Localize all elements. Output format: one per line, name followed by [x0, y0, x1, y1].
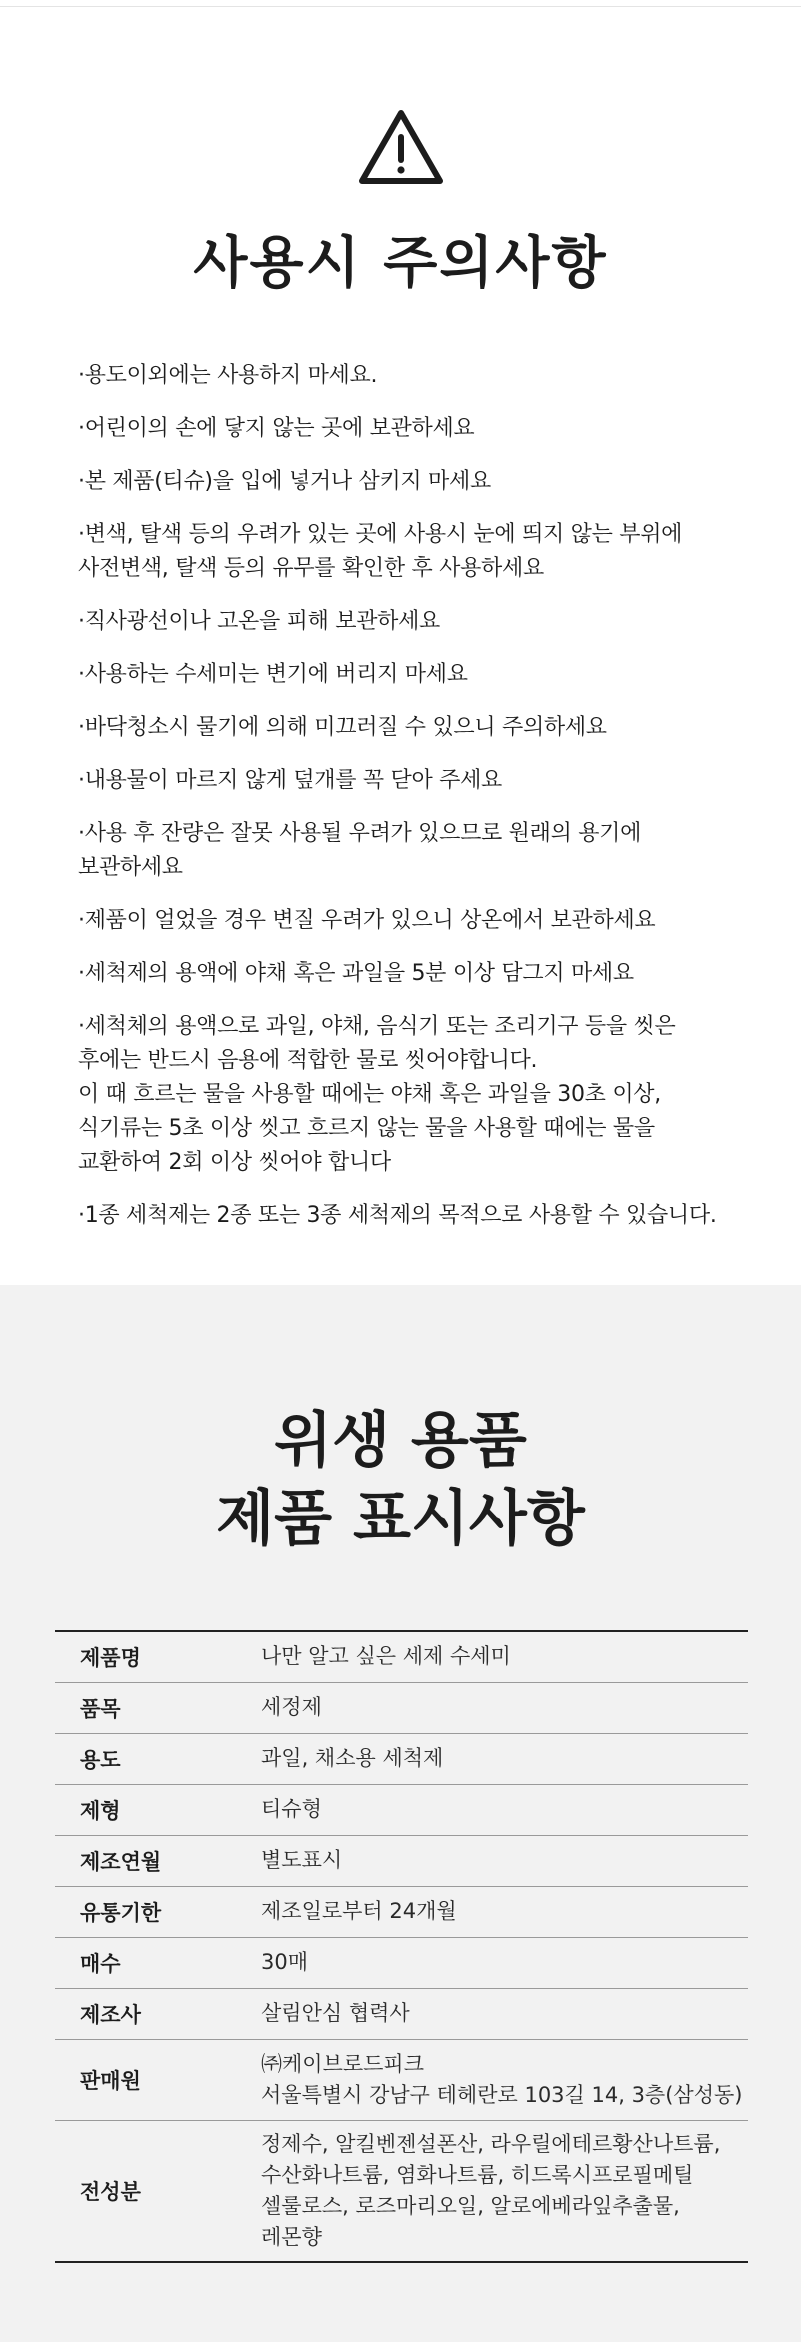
- table-row: [55, 1784, 748, 1835]
- caution-item: ·바닥청소시 물기에 의해 미끄러질 수 있으니 주의하세요: [78, 715, 607, 740]
- row-key: 제형: [80, 1798, 121, 1823]
- table-row: [55, 2039, 748, 2120]
- caution-item: ·내용물이 마르지 않게 덮개를 꼭 닫아 주세요: [78, 768, 502, 793]
- table-row: [55, 1937, 748, 1988]
- caution-item: ·변색, 탈색 등의 우려가 있는 곳에 사용시 눈에 띄지 않는 부위에 사전변색, 탈색 등의 유무를 확인한 후 사용하세요: [78, 522, 683, 581]
- caution-title: 사용시 주의사항: [193, 231, 608, 296]
- spec-table: [55, 1630, 748, 2263]
- row-value: 나만 알고 싶은 세제 수세미: [261, 1644, 511, 1669]
- table-row: [55, 1733, 748, 1784]
- row-value: 별도표시: [261, 1848, 343, 1872]
- caution-item: ·직사광선이나 고온을 피해 보관하세요: [78, 609, 441, 634]
- row-key: 전성분: [80, 2179, 141, 2204]
- row-value: 살림안심 협력사: [261, 2001, 410, 2025]
- row-key: 매수: [80, 1951, 121, 1976]
- caution-item: ·1종 세척제는 2종 또는 3종 세척제의 목적으로 사용할 수 있습니다.: [78, 1203, 717, 1228]
- row-value: 30매: [261, 1950, 309, 1974]
- row-key: 제조연월: [80, 1849, 162, 1874]
- row-value: 과일, 채소용 세척제: [261, 1746, 444, 1770]
- row-key: 품목: [80, 1696, 121, 1721]
- label-title-line2: 제품 표시사항: [216, 1484, 585, 1554]
- caution-item: ·세척제의 용액에 야채 혹은 과일을 5분 이상 담그지 마세요: [78, 961, 634, 986]
- row-value: ㈜케이브로드피크 서울특별시 강남구 테헤란로 103길 14, 3층(삼성동): [261, 2051, 743, 2107]
- caution-item: ·용도이외에는 사용하지 마세요.: [78, 363, 378, 388]
- caution-item: ·제품이 얼었을 경우 변질 우려가 있으니 상온에서 보관하세요: [78, 908, 656, 933]
- row-value: 세정제: [261, 1695, 322, 1719]
- table-row: [55, 1886, 748, 1937]
- label-title-line1: 위생 용품: [274, 1406, 527, 1476]
- row-key: 제품명: [80, 1645, 141, 1670]
- table-row: [55, 2120, 748, 2262]
- caution-list: [78, 359, 758, 1252]
- row-value: 정제수, 알킬벤젠설폰산, 라우릴에테르황산나트륨, 수산화나트륨, 염화나트륨, 히드록시프로필메틸 셀룰로스, 로즈마리오일, 알로에베라잎추출물, 레몬향: [261, 2131, 721, 2249]
- caution-item: ·본 제품(티슈)을 입에 넣거나 삼키지 마세요: [78, 469, 491, 494]
- row-key: 제조사: [80, 2002, 141, 2027]
- label-title: [0, 1402, 801, 1558]
- warning-triangle-icon: [357, 107, 445, 187]
- caution-item: ·세척체의 용액으로 과일, 야채, 음식기 또는 조리기구 등을 씻은 후에는 반드시 음용에 적합한 물로 씻어야합니다. 이 때 흐르는 물을 사용할 때에는 야채 혹은 과일을 30초 이상, 식기류는 5초 이상 씻고 흐르지 않는 물을 사용할 때에는 물을 교환하여 2회 이상 씻어야 합니다: [78, 1014, 676, 1175]
- row-value: 제조일로부터 24개월: [261, 1899, 457, 1923]
- product-label-section: [0, 1285, 801, 2342]
- caution-item: ·사용하는 수세미는 변기에 버리지 마세요: [78, 662, 468, 687]
- caution-section: [0, 7, 801, 1285]
- row-key: 유통기한: [80, 1900, 162, 1925]
- row-value: 티슈형: [261, 1797, 322, 1821]
- row-key: 판매원: [80, 2068, 141, 2093]
- table-row: [55, 1631, 748, 1682]
- table-row: [55, 1682, 748, 1733]
- table-row: [55, 1835, 748, 1886]
- caution-item: ·사용 후 잔량은 잘못 사용될 우려가 있으므로 원래의 용기에 보관하세요: [78, 821, 642, 880]
- table-row: [55, 1988, 748, 2039]
- row-key: 용도: [80, 1747, 121, 1772]
- caution-item: ·어린이의 손에 닿지 않는 곳에 보관하세요: [78, 416, 475, 441]
